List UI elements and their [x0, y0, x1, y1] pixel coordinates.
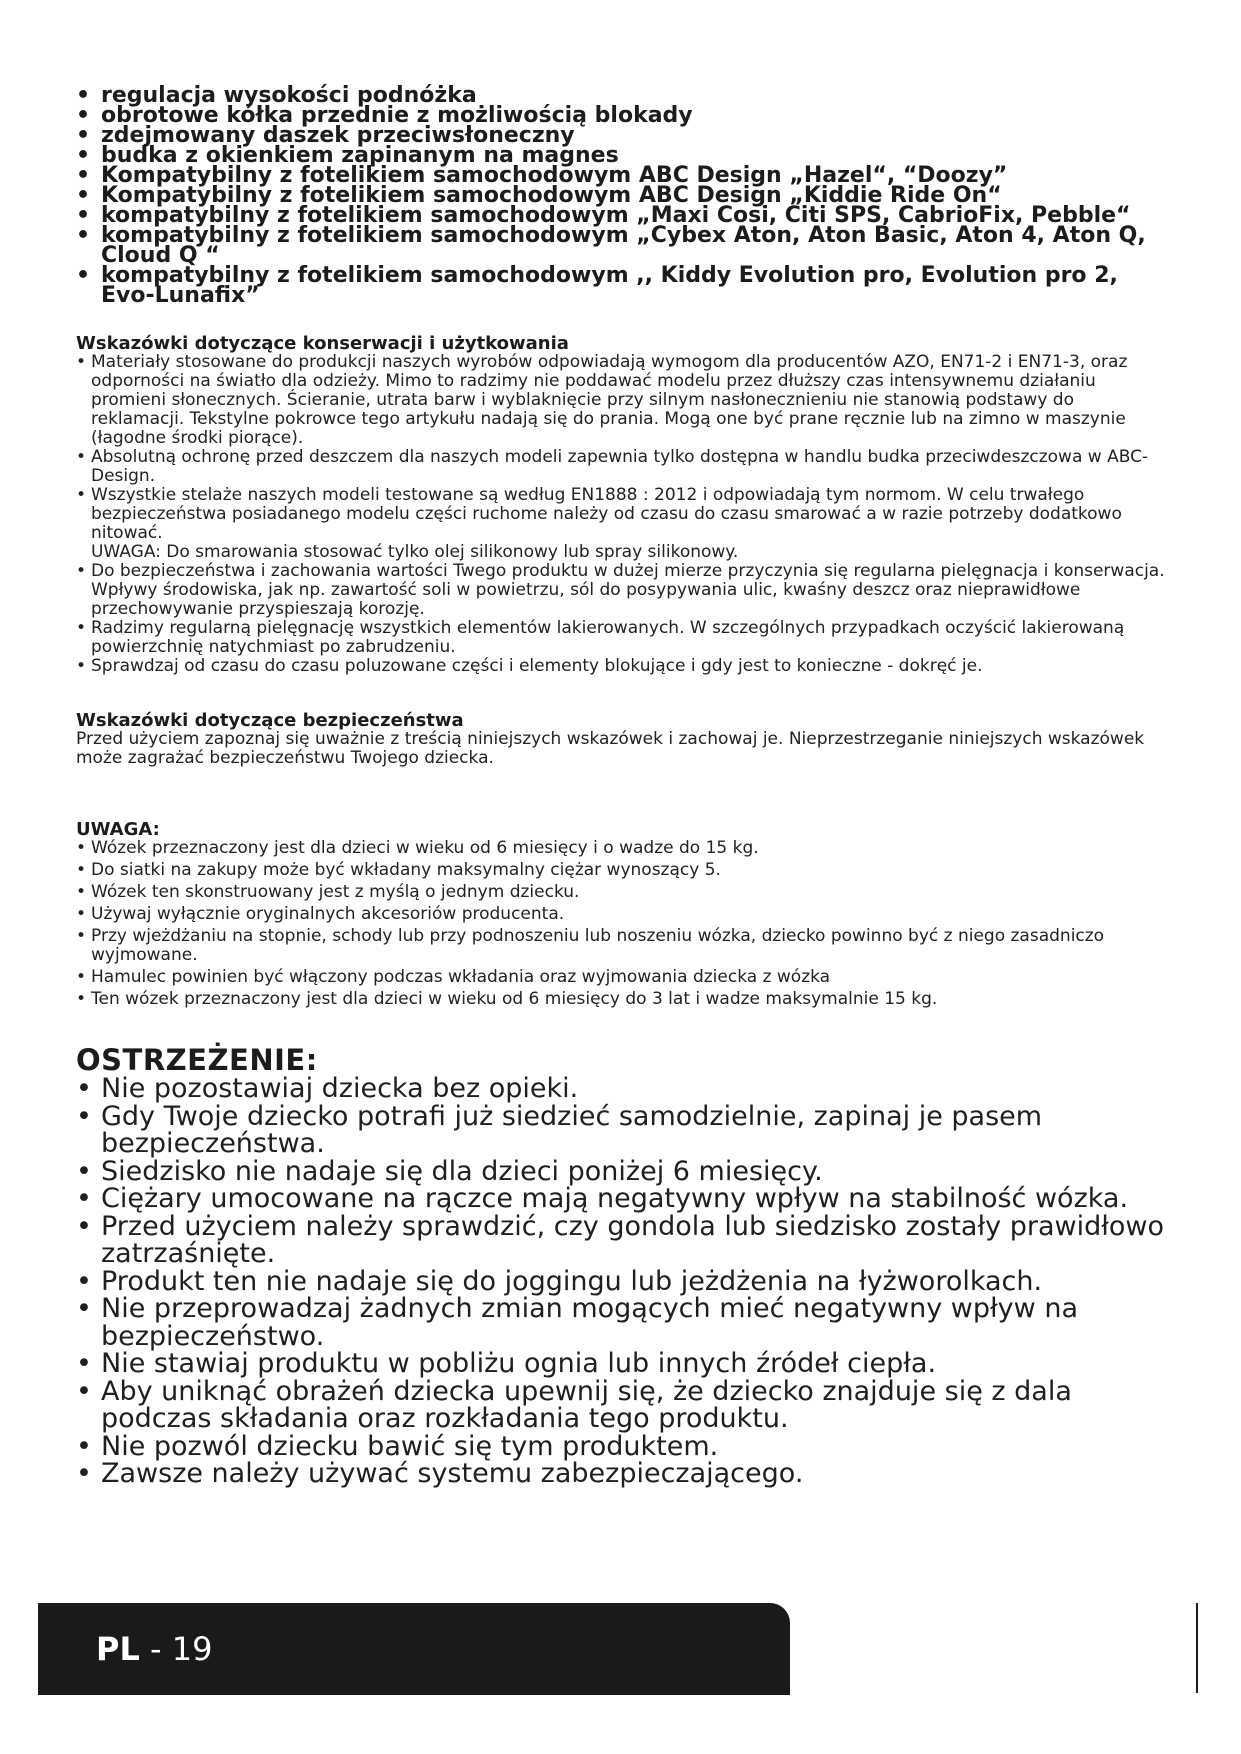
list-item: • Przy wjeżdżaniu na stopnie, schody lub przy podnoszeniu lub noszeniu wózka, dziecko powinno być z niego zasadniczo wyjmowane.: [76, 927, 1166, 965]
list-item: • Nie pozostawiaj dziecka bez opieki.: [76, 1075, 1166, 1103]
list-item: • Wózek przeznaczony jest dla dzieci w wieku od 6 miesięcy i o wadze do 15 kg.: [76, 839, 1166, 858]
care-frame-text: Wszystkie stelaże naszych modeli testowane są według EN1888 : 2012 i odpowiadają tym normom. W celu trwałego bezpieczeństwa posiadanego modelu części ruchome należy od czasu do czasu smarować a w razie potrzeby dodatkowo nitować.: [91, 485, 1122, 543]
list-item: • Ciężary umocowane na rączce mają negatywny wpływ na stabilność wózka.: [76, 1185, 1166, 1213]
list-item: • Do bezpieczeństwa i zachowania wartości Twego produktu w dużej mierze przyczynia się regularna pielęgnacja i konserwacja. Wpływy środowiska, jak np. zawartość soli w powietrzu, sól do posypywania ulic, kwaśny deszcz oraz nieprawidłowe przechowywanie przyspieszają korozję.: [76, 562, 1166, 619]
list-item: • Ten wózek przeznaczony jest dla dzieci w wieku od 6 miesięcy do 3 lat i wadze maksymalnie 15 kg.: [76, 990, 1166, 1009]
care-section: [76, 334, 1166, 676]
warning-section: [76, 1045, 1166, 1488]
attention-list: [76, 839, 1166, 1009]
list-item: • kompatybilny z fotelikiem samochodowym „Maxi Cosi, Citi SPS, CabrioFix, Pebble“: [76, 206, 1166, 226]
list-item: • Nie stawiaj produktu w pobliżu ognia lub innych źródeł ciepła.: [76, 1350, 1166, 1378]
list-item: • Siedzisko nie nadaje się dla dzieci poniżej 6 miesięcy.: [76, 1158, 1166, 1186]
warning-heading: OSTRZEŻENIE:: [76, 1043, 318, 1077]
page-number: 19: [171, 1630, 213, 1668]
list-item: • Gdy Twoje dziecko potrafi już siedzieć samodzielnie, zapinaj je pasem bezpieczeństwa.: [76, 1103, 1166, 1158]
list-item: • kompatybilny z fotelikiem samochodowym ,, Kiddy Evolution pro, Evolution pro 2, Evo-Lunafix”: [76, 266, 1166, 306]
list-item: • Kompatybilny z fotelikiem samochodowym ABC Design „Hazel“, “Doozy”: [76, 166, 1166, 186]
list-item: • Nie pozwól dziecku bawić się tym produktem.: [76, 1433, 1166, 1461]
list-item: • Produkt ten nie nadaje się do joggingu lub jeżdżenia na łyżworolkach.: [76, 1268, 1166, 1296]
separator: -: [150, 1630, 162, 1668]
list-item: • Kompatybilny z fotelikiem samochodowym ABC Design „Kiddie Ride On“: [76, 186, 1166, 206]
list-item: • Aby uniknąć obrażeń dziecka upewnij się, że dziecko znajduje się z dala podczas składania oraz rozkładania tego produktu.: [76, 1378, 1166, 1433]
care-list: [76, 353, 1166, 676]
list-item: • Do siatki na zakupy może być wkładany maksymalny ciężar wynoszący 5.: [76, 861, 1166, 880]
safety-section: [76, 711, 1166, 768]
list-item: • obrotowe kółka przednie z możliwością blokady: [76, 106, 1166, 126]
list-item: • Materiały stosowane do produkcji naszych wyrobów odpowiadają wymogom dla producentów AZO, EN71-2 i EN71-3, oraz odporności na światło dla odzieży. Mimo to radzimy nie poddawać modelu przez dłuższy czas intensywnemu działaniu promieni słonecznych. Ścieranie, utrata barw i wyblaknięcie przy silnym nasłonecznieniu nie stanowią podstawy do reklamacji. Tekstylne pokrowce tego artykułu nadają się do prania. Mogą one być prane ręcznie lub na zimno w maszynie (łagodne środki piorące).: [76, 353, 1166, 448]
list-item: • budka z okienkiem zapinanym na magnes: [76, 146, 1166, 166]
list-item: • Absolutną ochronę przed deszczem dla naszych modeli zapewnia tylko dostępna w handlu budka przeciwdeszczowa w ABC-Design.: [76, 448, 1166, 486]
list-item: • Sprawdzaj od czasu do czasu poluzowane części i elementy blokujące i gdy jest to konieczne - dokręć je.: [76, 657, 1166, 676]
attention-section: [76, 820, 1166, 1012]
warning-list: [76, 1075, 1166, 1488]
list-item: • Przed użyciem należy sprawdzić, czy gondola lub siedzisko zostały prawidłowo zatrzaśnięte.: [76, 1213, 1166, 1268]
page-edge-line: [1196, 1603, 1198, 1693]
footer-bar: [38, 1603, 790, 1695]
list-item: • Wózek ten skonstruowany jest z myślą o jednym dziecku.: [76, 883, 1166, 902]
list-item: • regulacja wysokości podnóżka: [76, 86, 1166, 106]
list-item: • Hamulec powinien być włączony podczas wkładania oraz wyjmowania dziecka z wózka: [76, 968, 1166, 987]
safety-heading: Wskazówki dotyczące bezpieczeństwa: [76, 710, 464, 731]
feature-list: [76, 83, 1166, 308]
language-code: PL: [96, 1630, 140, 1668]
lubrication-note: UWAGA: Do smarowania stosować tylko olej silikonowy lub spray silikonowy.: [91, 542, 739, 562]
list-item: • Zawsze należy używać systemu zabezpieczającego.: [76, 1460, 1166, 1488]
list-item: • Nie przeprowadzaj żadnych zmian mogących mieć negatywny wpływ na bezpieczeństwo.: [76, 1295, 1166, 1350]
page-number-label: [96, 1629, 212, 1669]
list-item: • Radzimy regularną pielęgnację wszystkich elementów lakierowanych. W szczególnych przypadkach oczyścić lakierowaną powierzchnię natychmiast po zabrudzeniu.: [76, 619, 1166, 657]
list-item: • kompatybilny z fotelikiem samochodowym „Cybex Aton, Aton Basic, Aton 4, Aton Q, Cloud Q “: [76, 226, 1166, 266]
safety-text: Przed użyciem zapoznaj się uważnie z treścią niniejszych wskazówek i zachowaj je. Nieprzestrzeganie niniejszych wskazówek może zagrażać bezpieczeństwu Twojego dziecka.: [76, 729, 1145, 768]
list-item: [76, 486, 1166, 562]
list-item: • zdejmowany daszek przeciwsłoneczny: [76, 126, 1166, 146]
attention-heading: UWAGA:: [76, 819, 160, 840]
list-item: • Używaj wyłącznie oryginalnych akcesoriów producenta.: [76, 905, 1166, 924]
care-heading: Wskazówki dotyczące konserwacji i użytkowania: [76, 333, 569, 354]
